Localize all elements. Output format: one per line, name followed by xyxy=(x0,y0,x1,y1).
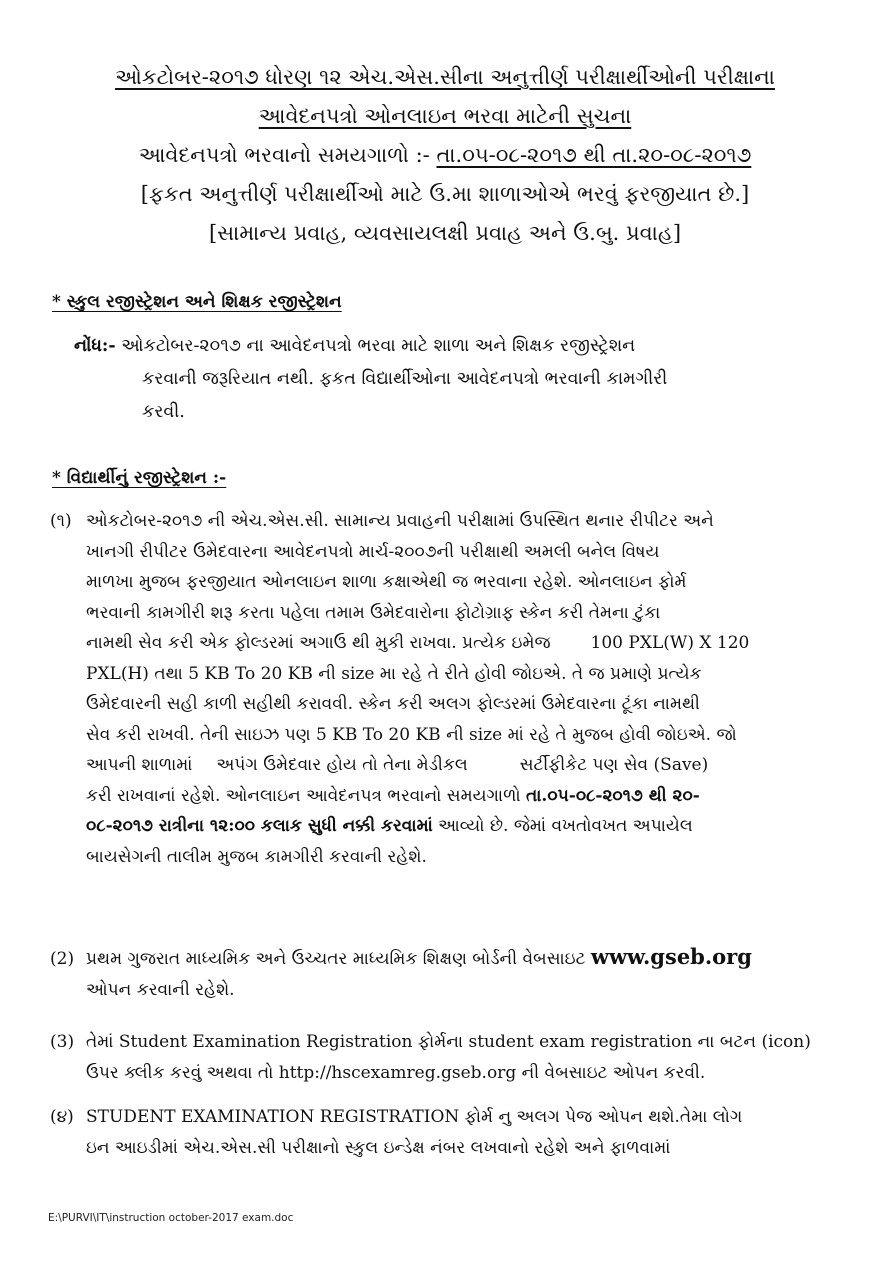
item-3-line-1 xyxy=(50,1027,840,1058)
title-line-5: [સામાન્ય પ્રવાહ, વ્યવસાયલક્ષી પ્રવાહ અને ઉ.બુ. પ્રવાહ] xyxy=(208,221,682,245)
document-title xyxy=(40,64,850,259)
item-2-text-1: પ્રથમ ગુજરાત માધ્યમિક અને ઉચ્ચતર માધ્યમિક શિક્ષણ બોર્ડની વેબસાઇટ xyxy=(86,949,586,969)
item-1-line-3: માળખા મુજબ ફરજીયાત ઓનલાઇન શાળા કક્ષાએથી જ ભરવાના રહેશે. ઓનલાઇન ફોર્મ xyxy=(86,572,687,592)
item-1-line-11 xyxy=(50,811,840,842)
application-period-label: આવેદનપત્રો ભરવાનો સમયગાળો :- xyxy=(138,143,430,167)
item-1-text-9b: અપંગ ઉમેદવાર હોય તો તેના મેડીકલ xyxy=(216,755,468,775)
item-1-line-9 xyxy=(50,750,840,781)
item-3-number: (3) xyxy=(50,1032,75,1052)
title-line-4: [ફકત અનુત્તીર્ણ પરીક્ષાર્થીઓ માટે ઉ.મા શાળાઓએ ભરવું ફરજીયાત છે.] xyxy=(140,182,750,206)
file-path-footer: E:\PURVI\IT\instruction october-2017 exam.doc xyxy=(48,1212,294,1224)
school-registration-note xyxy=(74,330,814,429)
gseb-website-link[interactable]: www.gseb.org xyxy=(590,944,752,969)
school-registration-heading: * સ્કુલ રજીસ્ટ્રેશન અને શિક્ષક રજીસ્ટ્રેશન xyxy=(52,292,342,312)
image-size-spec: 100 PXL(W) X 120 xyxy=(590,633,750,653)
title-line-2: આવેદનપત્રો ઓનલાઇન ભરવા માટેની સુચના xyxy=(258,104,632,128)
instruction-item-1 xyxy=(50,506,840,872)
instruction-item-3 xyxy=(50,1027,840,1088)
item-1-text-11b: આવ્યો છે. જેમાં વખતોવખત અપાયેલ xyxy=(438,816,693,836)
item-1-line-7: ઉમેદવારની સહી કાળી સહીથી કરાવવી. સ્કેન કરી અલગ ફોલ્ડરમાં ઉમેદવારના ટૂંકા નામથી xyxy=(86,694,700,714)
item-1-line-10 xyxy=(50,781,840,812)
item-4-line-2: ઇન આઇડીમાં એચ.એસ.સી પરીક્ષાનો સ્કુલ ઇન્ડેક્ષ નંબર લખવાનો રહેશે અને ફાળવામાં xyxy=(86,1137,671,1158)
item-1-line-2: ખાનગી રીપીટર ઉમેદવારના આવેદનપત્રો માર્ચ-૨૦૦૭ની પરીક્ષાથી અમલી બનેલ વિષય xyxy=(86,541,660,562)
item-4-text-1: STUDENT EXAMINATION REGISTRATION ફોર્મ નુ અલગ પેજ ઓપન થશે.તેમા લોગ xyxy=(86,1107,743,1127)
title-line-3 xyxy=(40,142,850,169)
title-line-1: ઓકટોબર-૨૦૧૭ ધોરણ ૧૨ એચ.એસ.સીના અનુત્તીર્ણ પરીક્ષાર્થીઓની પરીક્ષાના xyxy=(115,65,775,89)
note-line-3: કરવી. xyxy=(142,402,185,422)
note-line-2: કરવાની જરૂરિયાત નથી. ફકત વિદ્યાર્થીઓના આવેદનપત્રો ભરવાની કામગીરી xyxy=(142,369,668,389)
student-registration-heading: * વિદ્યાર્થીનું રજીસ્ટ્રેશન :- xyxy=(52,468,227,488)
deadline-end: ૦૮-૨૦૧૭ રાત્રીના ૧૨:૦૦ કલાક સુધી નક્કી કરવામાં xyxy=(86,816,433,836)
item-4-line-1 xyxy=(50,1102,840,1133)
item-1-line-4: ભરવાની કામગીરી શરૂ કરતા પહેલા તમામ ઉમેદવારોના ફોટોગ્રાફ સ્કેન કરી તેમના ટુંકા xyxy=(86,602,661,623)
item-1-line-12: બાયસેગની તાલીમ મુજબ કામગીરી કરવાની રહેશે. xyxy=(86,846,427,867)
note-line-1 xyxy=(74,330,814,363)
item-3-line-2: ઉપર ક્લીક કરવું અથવા તો http://hscexamreg.gseb.org ની વેબસાઇટ ઓપન કરવી. xyxy=(86,1062,706,1083)
instruction-item-4 xyxy=(50,1102,840,1163)
item-1-text-1: ઓકટોબર-૨૦૧૭ ની એચ.એસ.સી. સામાન્ય પ્રવાહની પરીક્ષામાં ઉપસ્થિત થનાર રીપીટર અને xyxy=(86,511,714,531)
item-4-number: (૪) xyxy=(50,1107,74,1127)
item-1-line-6: PXL(H) તથા 5 KB To 20 KB ની size મા રહે તે રીતે હોવી જોઇએ. તે જ પ્રમાણે પ્રત્યેક xyxy=(86,663,702,684)
application-period-dates: તા.૦૫-૦૮-૨૦૧૭ થી તા.૨૦-૦૮-૨૦૧૭ xyxy=(436,143,752,167)
item-1-text-9a: આપની શાળામાં xyxy=(86,755,193,775)
item-2-line-2: ઓપન કરવાની રહેશે. xyxy=(86,979,235,1000)
deadline-start: તા.૦૫-૦૮-૨૦૧૭ થી ૨૦- xyxy=(526,785,700,806)
note-text-1: ઓકટોબર-૨૦૧૭ ના આવેદનપત્રો ભરવા માટે શાળા અને શિક્ષક રજીસ્ટ્રેશન xyxy=(121,336,636,356)
item-1-line-1 xyxy=(50,506,840,537)
item-2-number: (2) xyxy=(50,949,75,969)
note-label: નોંધ:- xyxy=(74,336,116,356)
item-1-line-8: સેવ કરી રાખવી. તેની સાઇઝ પણ 5 KB To 20 KB ની size માં રહે તે મુજબ હોવી જોઇએ. જો xyxy=(86,724,737,745)
item-3-text-1: તેમાં Student Examination Registration ફોર્મના student exam registration ના બટન (icon) xyxy=(86,1032,811,1052)
item-1-text-10a: કરી રાખવાનાં રહેશે. ઓનલાઇન આવેદનપત્ર ભરવાનો સમયગાળો xyxy=(86,785,521,806)
item-1-line-5 xyxy=(50,628,840,659)
instruction-item-2 xyxy=(50,942,840,1005)
item-1-text-5a: નામથી સેવ કરી એક ફોલ્ડરમાં અગાઉ થી મુકી રાખવા. પ્રત્યેક ઇમેજ xyxy=(86,633,551,653)
item-1-text-9c: સર્ટીફીકેટ પણ સેવ (Save) xyxy=(519,755,709,775)
item-2-line-1 xyxy=(50,942,840,975)
item-1-number: (૧) xyxy=(50,511,72,531)
